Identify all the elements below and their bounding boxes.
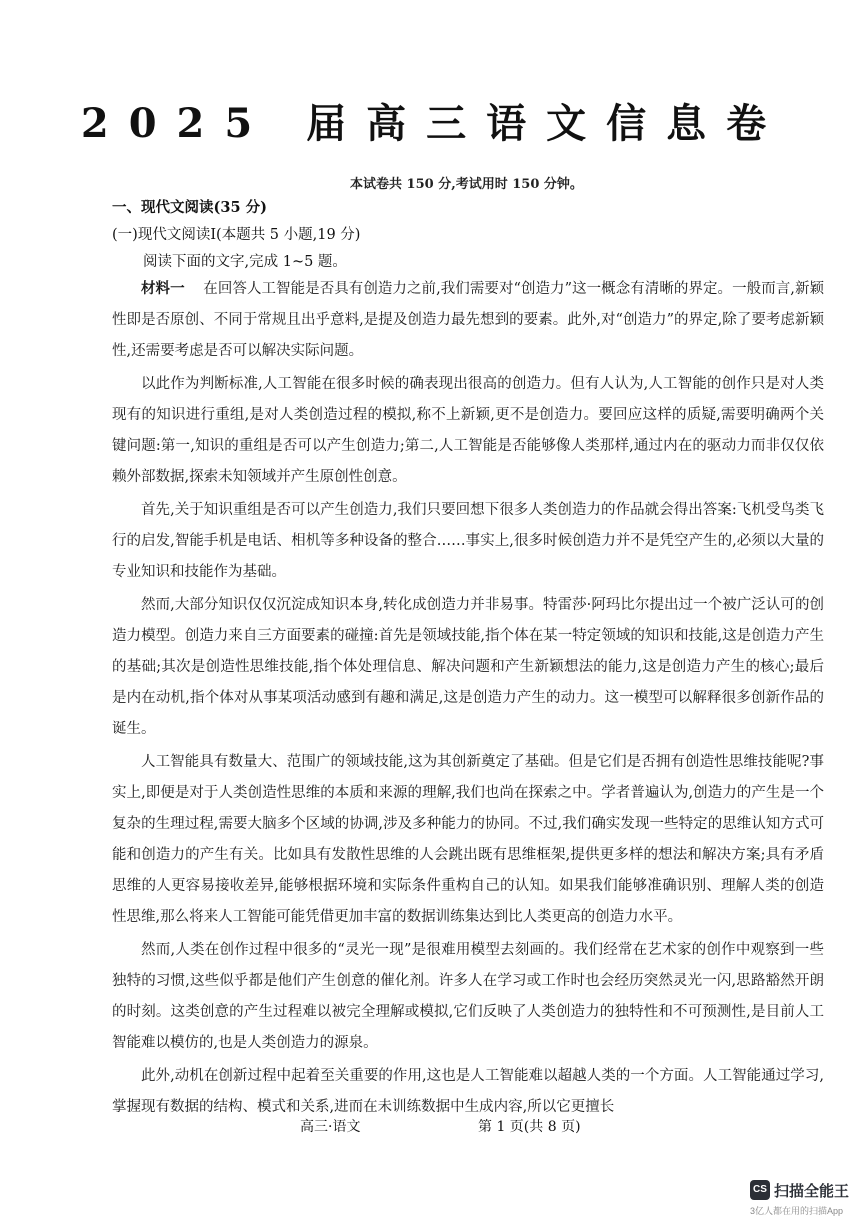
- watermark-name: 扫描全能王: [774, 1183, 850, 1200]
- material-label: 材料一: [141, 280, 185, 297]
- paragraph: 然而,大部分知识仅仅沉淀成知识本身,转化成创造力并非易事。特雷莎·阿玛比尔提出过一个被广泛认可的创造力模型。创造力来自三方面要素的碰撞:首先是领域技能,指个体在某一特定领域的知识和技能,这是创造力产生的基础;其次是创造性思维技能,指个体处理信息、解决问题和产生新颖想法的能力,这是创造力产生的核心;最后是内在动机,指个体对从事某项活动感到有趣和满足,这是创造力产生的动力。这一模型可以解释很多创新作品的诞生。: [112, 597, 824, 737]
- paragraph: 以此作为判断标准,人工智能在很多时候的确表现出很高的创造力。但有人认为,人工智能的创作只是对人类现有的知识进行重组,是对人类创造过程的模拟,称不上新颖,更不是创造力。要回应这样的质疑,需要明确两个关键问题:第一,知识的重组是否可以产生创造力;第二,人工智能是否能够像人类那样,通过内在的驱动力而非仅仅依赖外部数据,探索未知领域并产生原创性创意。: [112, 376, 824, 485]
- watermark-tagline: 3亿人都在用的扫描App: [750, 1206, 844, 1216]
- paragraph: 人工智能具有数量大、范围广的领域技能,这为其创新奠定了基础。但是它们是否拥有创造性思维技能呢?事实上,即便是对于人类创造性思维的本质和来源的理解,我们也尚在探索之中。学者普遍认为,创造力的产生是一个复杂的生理过程,需要大脑多个区域的协调,涉及多种能力的协同。不过,我们确实发现一些特定的思维认知方式可能和创造力的产生有关。比如具有发散性思维的人会跳出既有思维框架,提供更多样的想法和解决方案;具有矛盾思维的人更容易接收差异,能够根据环境和实际条件重构自己的认知。如果我们能够准确识别、理解人类的创造性思维,那么将来人工智能可能凭借更加丰富的数据训练集达到比人类更高的创造力水平。: [112, 754, 824, 925]
- footer-subject: 高三·语文: [300, 1119, 361, 1135]
- paragraph: 首先,关于知识重组是否可以产生创造力,我们只要回想下很多人类创造力的作品就会得出答案:飞机受鸟类飞行的启发,智能手机是电话、相机等多种设备的整合……事实上,很多时候创造力并不是凭空产生的,必须以大量的专业知识和技能作为基础。: [112, 502, 824, 580]
- exam-info: 本试卷共 150 分,考试用时 150 分钟。: [350, 177, 583, 192]
- exam-title: 2025 届高三语文信息卷: [80, 100, 787, 147]
- footer-page-number: 第 1 页(共 8 页): [478, 1119, 581, 1135]
- paragraph: [112, 273, 824, 367]
- camscanner-logo-icon: CS: [750, 1180, 770, 1200]
- section-heading: 一、现代文阅读(35 分): [112, 199, 267, 216]
- scanner-watermark: [750, 1178, 858, 1218]
- paragraph-text: 在回答人工智能是否具有创造力之前,我们需要对“创造力”这一概念有清晰的界定。一般而言,新颖性即是否原创、不同于常规且出乎意料,是提及创造力最先想到的要素。此外,对“创造力”的界定,除了要考虑新颖性,还需要考虑是否可以解决实际问题。: [112, 281, 825, 359]
- reading-instruction: 阅读下面的文字,完成 1~5 题。: [143, 254, 347, 270]
- paragraph: 然而,人类在创作过程中很多的“灵光一现”是很难用模型去刻画的。我们经常在艺术家的创作中观察到一些独特的习惯,这些似乎都是他们产生创意的催化剂。许多人在学习或工作时也会经历突然灵光一闪,思路豁然开朗的时刻。这类创意的产生过程难以被完全理解或模拟,它们反映了人类创造力的独特性和不可预测性,是目前人工智能难以模仿的,也是人类创造力的源泉。: [112, 942, 824, 1051]
- subsection-heading: (一)现代文阅读Ⅰ(本题共 5 小题,19 分): [112, 227, 361, 243]
- paragraph: 此外,动机在创新过程中起着至关重要的作用,这也是人工智能难以超越人类的一个方面。人工智能通过学习,掌握现有数据的结构、模式和关系,进而在未训练数据中生成内容,所以它更擅长: [112, 1068, 824, 1115]
- passage-body: [112, 273, 824, 1123]
